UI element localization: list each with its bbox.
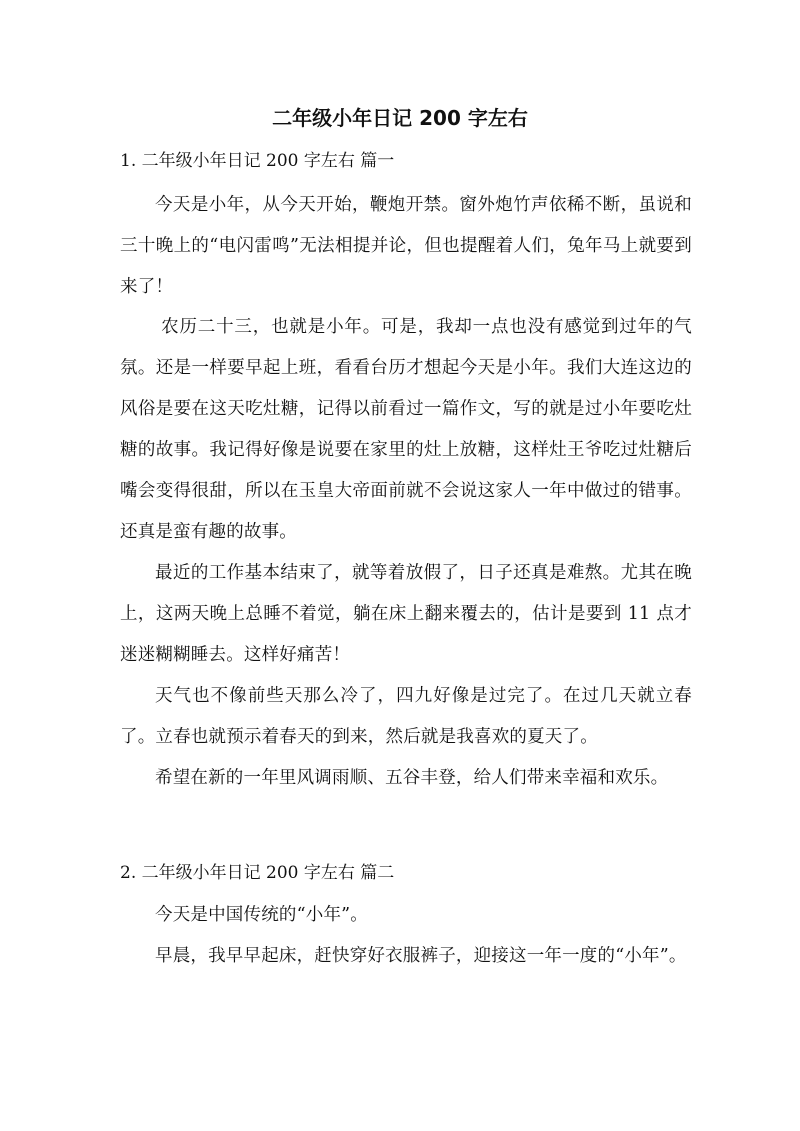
- section-1-paragraph-1: 今天是小年，从今天开始，鞭炮开禁。窗外炮竹声依稀不断，虽说和三十晚上的“电闪雷鸣”无法相提并论，但也提醒着人们，兔年马上就要到来了！: [120, 195, 692, 297]
- section-1-paragraph-4: 天气也不像前些天那么冷了，四九好像是过完了。在过几天就立春了。立春也就预示着春天的到来，然后就是我喜欢的夏天了。: [120, 686, 692, 747]
- section-1-paragraph-5: 希望在新的一年里风调雨顺、五谷丰登，给人们带来幸福和欢乐。: [155, 768, 669, 788]
- section-2-paragraph-1: 今天是中国传统的“小年”。: [155, 905, 368, 925]
- document-title: 二年级小年日记 200 字左右: [272, 106, 528, 130]
- section-1-paragraph-3: 最近的工作基本结束了，就等着放假了，日子还真是难熬。尤其在晚上，这两天晚上总睡不着觉，躺在床上翻来覆去的，估计是要到 11 点才迷迷糊糊睡去。这样好痛苦！: [120, 563, 692, 665]
- section-1-heading: 1. 二年级小年日记 200 字左右 篇一: [120, 151, 395, 171]
- section-1-paragraph-2: 农历二十三，也就是小年。可是，我却一点也没有感觉到过年的气氛。还是一样要早起上班，看看台历才想起今天是小年。我们大连这边的风俗是要在这天吃灶糖，记得以前看过一篇作文，写的就是过小年要吃灶糖的故事。我记得好像是说要在家里的灶上放糖，这样灶王爷吃过灶糖后嘴会变得很甜，所以在玉皇大帝面前就不会说这家人一年中做过的错事。还真是蛮有趣的故事。: [120, 317, 692, 542]
- section-2-paragraph-2: 早晨，我早早起床，赶快穿好衣服裤子，迎接这一年一度的“小年”。: [155, 946, 687, 966]
- section-2-heading: 2. 二年级小年日记 200 字左右 篇二: [120, 863, 395, 883]
